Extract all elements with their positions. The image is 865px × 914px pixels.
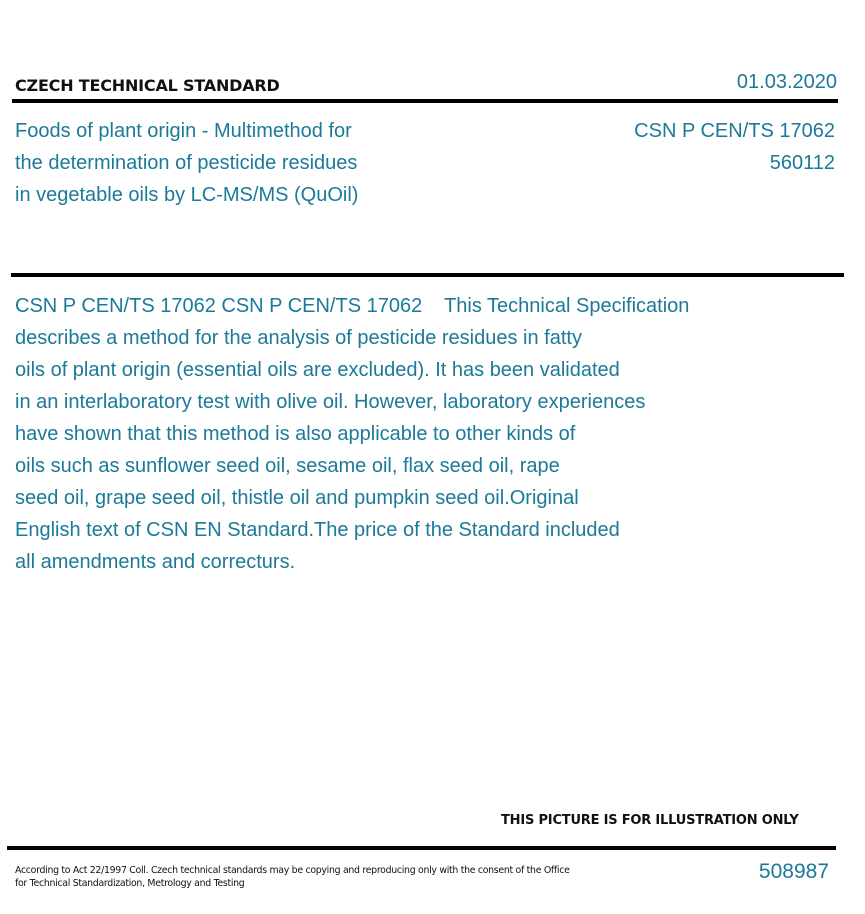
description-line: oils such as sunflower seed oil, sesame oil, flax seed oil, rape (15, 455, 560, 477)
description-line: English text of CSN EN Standard.The price of the Standard included (15, 519, 620, 541)
section-divider (11, 273, 844, 277)
legal-notice-line: According to Act 22/1997 Coll. Czech technical standards may be copying and reproducing only with the consent of the Office (15, 865, 570, 876)
document-reference (634, 115, 835, 179)
document-title-line: in vegetable oils by LC-MS/MS (QuOil) (15, 184, 359, 206)
description-line: oils of plant origin (essential oils are excluded). It has been validated (15, 359, 620, 381)
catalog-number: 508987 (758, 860, 829, 883)
illustration-notice: THIS PICTURE IS FOR ILLUSTRATION ONLY (501, 813, 799, 828)
classification-code: 560112 (769, 152, 835, 174)
document-title-line: the determination of pesticide residues (15, 152, 358, 174)
standard-type-heading: CZECH TECHNICAL STANDARD (15, 76, 280, 95)
description-line: CSN P CEN/TS 17062 CSN P CEN/TS 17062 This Technical Specification (15, 295, 690, 317)
legal-notice-line: for Technical Standardization, Metrology and Testing (15, 878, 245, 889)
description-line: seed oil, grape seed oil, thistle oil and pumpkin seed oil.Original (15, 487, 579, 509)
header-divider (12, 99, 838, 103)
description-line: in an interlaboratory test with olive oil. However, laboratory experiences (15, 391, 646, 413)
description-line: all amendments and correcturs. (15, 551, 296, 573)
issue-date: 01.03.2020 (736, 71, 837, 93)
standard-description (15, 290, 795, 578)
description-line: describes a method for the analysis of pesticide residues in fatty (15, 327, 582, 349)
description-line: have shown that this method is also applicable to other kinds of (15, 423, 576, 445)
document-title-line: Foods of plant origin - Multimethod for (15, 120, 352, 142)
document-title (15, 115, 435, 211)
standard-designation: CSN P CEN/TS 17062 (634, 120, 835, 142)
legal-notice (15, 864, 615, 890)
footer-divider (7, 846, 836, 850)
